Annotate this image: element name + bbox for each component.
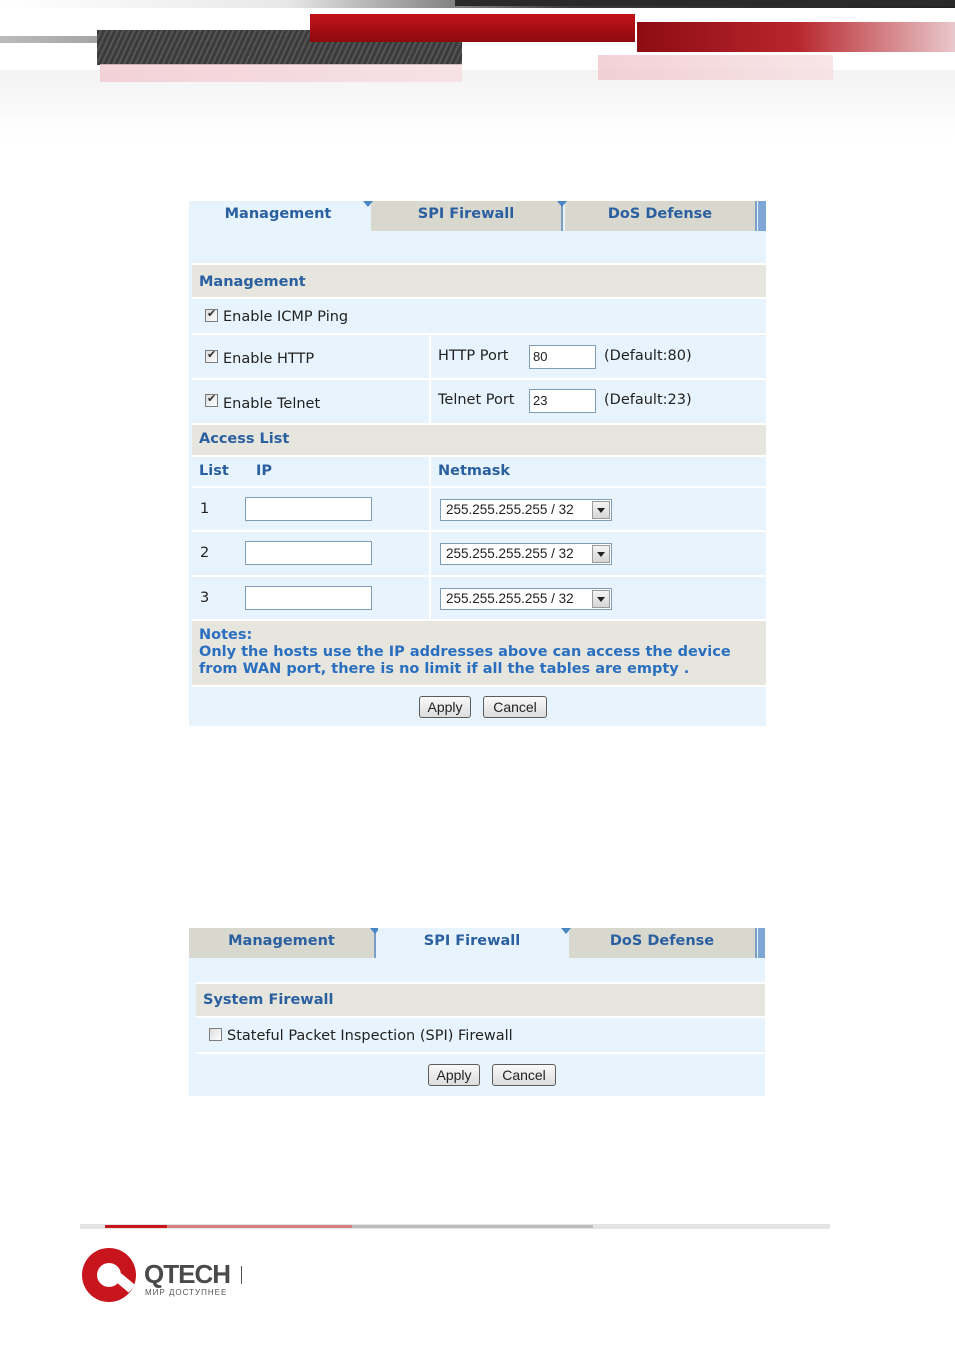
http-port-label: HTTP Port: [438, 348, 509, 364]
http-default-text: (Default:80): [604, 348, 692, 364]
access-list-row: [192, 486, 766, 530]
spi-checkbox[interactable]: [209, 1028, 222, 1041]
tab-management[interactable]: Management: [189, 928, 376, 958]
ip-input[interactable]: [245, 497, 372, 521]
icmp-label: Enable ICMP Ping: [223, 309, 349, 325]
notes-box: [192, 619, 766, 685]
tab-management[interactable]: Management: [189, 201, 367, 231]
netmask-select[interactable]: 255.255.255.255 / 32: [440, 543, 612, 565]
button-row: [192, 685, 766, 726]
tab-dos-defense[interactable]: DoS Defense: [569, 928, 757, 958]
row-number: 1: [200, 501, 210, 517]
telnet-port-input[interactable]: 23: [529, 389, 596, 413]
tab-spi-firewall[interactable]: SPI Firewall: [371, 201, 563, 231]
spi-label: Stateful Packet Inspection (SPI) Firewall: [227, 1028, 513, 1044]
management-section-header: [192, 263, 766, 297]
icmp-row: [192, 297, 766, 333]
telnet-port-label: Telnet Port: [438, 392, 515, 408]
telnet-checkbox[interactable]: [205, 394, 218, 407]
tab-bar-edge: [758, 201, 766, 231]
netmask-select[interactable]: 255.255.255.255 / 32: [440, 588, 612, 610]
cancel-button[interactable]: Cancel: [492, 1064, 556, 1086]
http-port-input[interactable]: 80: [529, 345, 596, 369]
http-checkbox[interactable]: [205, 350, 218, 363]
chevron-down-icon[interactable]: [592, 501, 610, 519]
access-list-row: [192, 530, 766, 575]
cancel-button[interactable]: Cancel: [483, 696, 547, 718]
notes-title: Notes:: [199, 627, 253, 643]
access-list-title: Access List: [199, 431, 290, 447]
tab-bar: [189, 201, 766, 231]
apply-button[interactable]: Apply: [428, 1064, 480, 1086]
brand-tagline: МИР ДОСТУПНЕЕ: [145, 1288, 228, 1297]
button-row: [196, 1052, 765, 1096]
system-firewall-title: System Firewall: [203, 992, 334, 1008]
netmask-select[interactable]: 255.255.255.255 / 32: [440, 499, 612, 521]
tab-spi-firewall[interactable]: SPI Firewall: [378, 928, 566, 958]
qtech-logo-icon: [82, 1248, 138, 1304]
http-row: [192, 333, 766, 378]
access-list-row: [192, 575, 766, 619]
brand-divider: [241, 1266, 242, 1284]
row-number: 2: [200, 545, 210, 561]
telnet-default-text: (Default:23): [604, 392, 692, 408]
ip-input[interactable]: [245, 586, 372, 610]
column-netmask: Netmask: [438, 463, 511, 479]
spi-row: [196, 1016, 765, 1052]
column-list: List: [199, 463, 229, 479]
chevron-down-icon[interactable]: [592, 590, 610, 608]
http-label: Enable HTTP: [223, 351, 315, 367]
icmp-checkbox[interactable]: [205, 309, 218, 322]
management-section-title: Management: [199, 274, 306, 290]
system-firewall-section-header: [196, 982, 765, 1016]
tab-bar-edge: [758, 928, 765, 958]
tab-dos-defense[interactable]: DoS Defense: [565, 201, 757, 231]
brand-name: QTECH: [144, 1259, 230, 1289]
telnet-label: Enable Telnet: [223, 396, 321, 412]
notes-text: Only the hosts use the IP addresses above can access the device from WAN port, there is no limit if all the tables are empty .: [199, 644, 731, 677]
spi-firewall-panel: [189, 928, 765, 1096]
telnet-row: [192, 378, 766, 423]
column-ip: IP: [256, 463, 273, 479]
access-list-section-header: [192, 423, 766, 455]
access-list-column-headers: [192, 455, 766, 486]
header-banner: [0, 0, 955, 140]
management-panel: [189, 201, 766, 726]
tab-bar: [189, 928, 765, 958]
ip-input[interactable]: [245, 541, 372, 565]
row-number: 3: [200, 590, 210, 606]
apply-button[interactable]: Apply: [419, 696, 471, 718]
footer-divider: [80, 1224, 830, 1229]
chevron-down-icon[interactable]: [592, 545, 610, 563]
